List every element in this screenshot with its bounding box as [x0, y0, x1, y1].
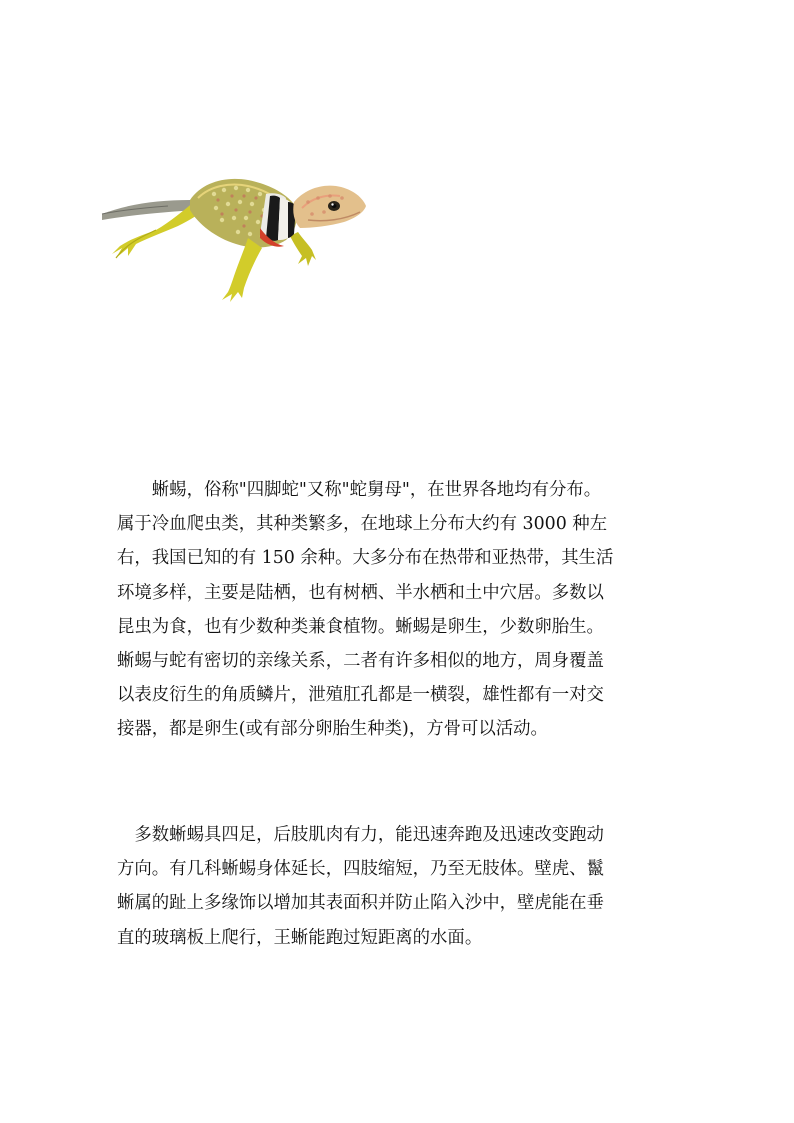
text-line: 以表皮衍生的角质鳞片，泄殖肛孔都是一横裂，雄性都有一对交: [117, 685, 604, 706]
lizard-illustration: [98, 168, 370, 304]
text-line: 蜥蜴与蛇有密切的亲缘关系，二者有许多相似的地方，周身覆盖: [117, 651, 604, 672]
paragraph-2: [117, 818, 697, 955]
text-line: 昆虫为食，也有少数种类兼食植物。蜥蜴是卵生，少数卵胎生。: [117, 616, 604, 637]
text-line: 右，我国已知的有 150 余种。大多分布在热带和亚热带，其生活: [117, 548, 614, 569]
text-line: 蜥属的趾上多缘饰以增加其表面积并防止陷入沙中，壁虎能在垂: [117, 893, 604, 914]
text-line: 蜥蜴，俗称"四脚蛇"又称"蛇舅母"，在世界各地均有分布。: [117, 480, 602, 500]
text-line: 方向。有几科蜥蜴身体延长，四肢缩短，乃至无肢体。壁虎、鬣: [117, 859, 604, 880]
text-line: 环境多样，主要是陆栖，也有树栖、半水栖和土中穴居。多数以: [117, 582, 604, 603]
text-line: 直的玻璃板上爬行，王蜥能跑过短距离的水面。: [117, 927, 483, 948]
paragraph-1: [117, 473, 697, 747]
text-line: 多数蜥蜴具四足，后肢肌肉有力，能迅速奔跑及迅速改变跑动: [117, 825, 604, 845]
text-line: 属于冷血爬虫类，其种类繁多，在地球上分布大约有 3000 种左: [117, 514, 608, 535]
text-line: 接器，都是卵生(或有部分卵胎生种类)，方骨可以活动。: [117, 719, 548, 740]
